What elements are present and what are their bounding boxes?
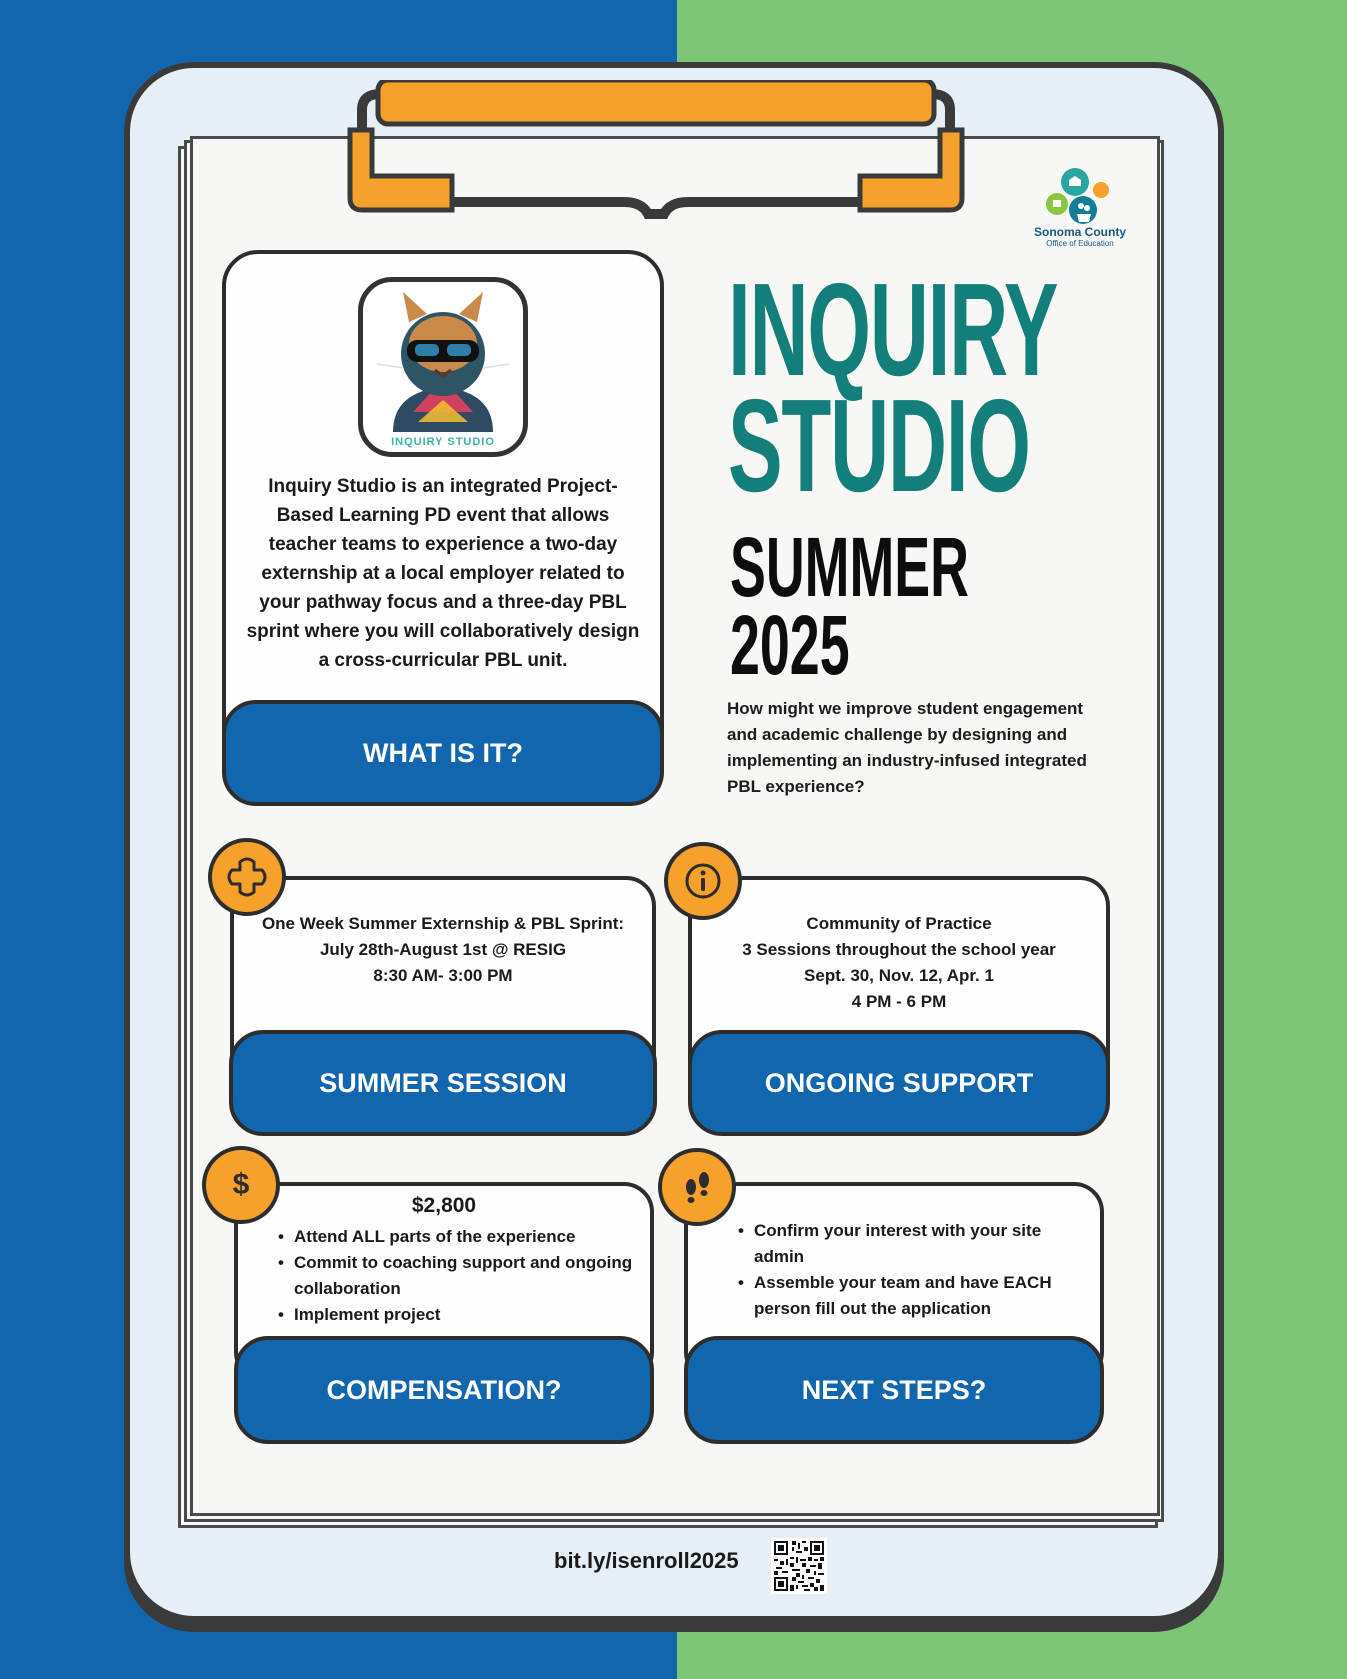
- sonoma-county-logo: [1030, 168, 1130, 258]
- title-line-summer: SUMMER: [730, 520, 969, 614]
- page-subtitle: [730, 520, 969, 692]
- clipboard-clip-icon: [342, 80, 970, 224]
- astronaut-cat-icon: [363, 282, 523, 452]
- info-icon: [683, 861, 723, 901]
- sonoma-county-emblem-icon: [1045, 168, 1115, 226]
- what-is-it-label: WHAT IS IT?: [222, 700, 664, 806]
- qr-code[interactable]: [771, 1538, 827, 1594]
- inquiry-studio-avatar: [358, 277, 528, 457]
- summer-session-label: SUMMER SESSION: [229, 1030, 657, 1136]
- page-title: [728, 256, 1058, 519]
- org-name: Sonoma County: [1034, 225, 1126, 239]
- summer-session-details: [240, 911, 646, 989]
- ongoing-support-time: 4 PM - 6 PM: [851, 992, 947, 1011]
- compensation-amount: $2,800: [411, 1194, 477, 1217]
- title-line-studio: STUDIO: [728, 372, 1030, 519]
- compensation-list: [276, 1224, 646, 1328]
- ongoing-support-dates: Sept. 30, Nov. 12, Apr. 1: [804, 966, 994, 985]
- compensation-item: • Implement project: [276, 1302, 646, 1328]
- guiding-question: How might we improve student engagement and academic challenge by designing and implementing an industry-infused integrated PBL experience?: [727, 699, 1087, 796]
- compensation-label: COMPENSATION?: [234, 1336, 654, 1444]
- ongoing-support-badge: [664, 842, 742, 920]
- what-is-it-description: Inquiry Studio is an integrated Project-Based Learning PD event that allows teacher teams to experience a two-day externship at a local employer related to your pathway focus and a three-day PBL sprint where you will collaboratively design a cross-curricular PBL unit.: [246, 476, 640, 671]
- enroll-link[interactable]: bit.ly/isenroll2025: [554, 1548, 739, 1573]
- footsteps-icon: [677, 1167, 717, 1207]
- ongoing-support-sessions: 3 Sessions throughout the school year: [742, 940, 1056, 959]
- title-line-inquiry: INQUIRY: [728, 256, 1058, 403]
- org-subtitle: Office of Education: [1046, 239, 1114, 248]
- title-line-year: 2025: [730, 598, 850, 692]
- summer-session-time: 8:30 AM- 3:00 PM: [373, 966, 513, 985]
- ongoing-support-title: Community of Practice: [806, 914, 992, 933]
- ongoing-support-details: [698, 911, 1100, 1015]
- next-steps-item: • Assemble your team and have EACH person fill out the application: [736, 1270, 1086, 1322]
- ongoing-support-label: ONGOING SUPPORT: [688, 1030, 1110, 1136]
- next-steps-item: • Confirm your interest with your site admin: [736, 1218, 1086, 1270]
- avatar-caption: INQUIRY STUDIO: [391, 436, 495, 448]
- next-steps-list: [736, 1218, 1086, 1322]
- compensation-item: • Attend ALL parts of the experience: [276, 1224, 646, 1250]
- summer-session-dates: July 28th-August 1st @ RESIG: [319, 940, 567, 959]
- summer-session-badge: [208, 838, 286, 916]
- compensation-item: • Commit to coaching support and ongoing collaboration: [276, 1250, 646, 1302]
- puzzle-icon: [226, 856, 268, 898]
- compensation-badge: [202, 1146, 280, 1224]
- summer-session-title: One Week Summer Externship & PBL Sprint:: [261, 914, 625, 933]
- next-steps-label: NEXT STEPS?: [684, 1336, 1104, 1444]
- next-steps-badge: [658, 1148, 736, 1226]
- dollar-icon: $: [232, 1168, 250, 1201]
- qr-code-icon: [774, 1541, 824, 1591]
